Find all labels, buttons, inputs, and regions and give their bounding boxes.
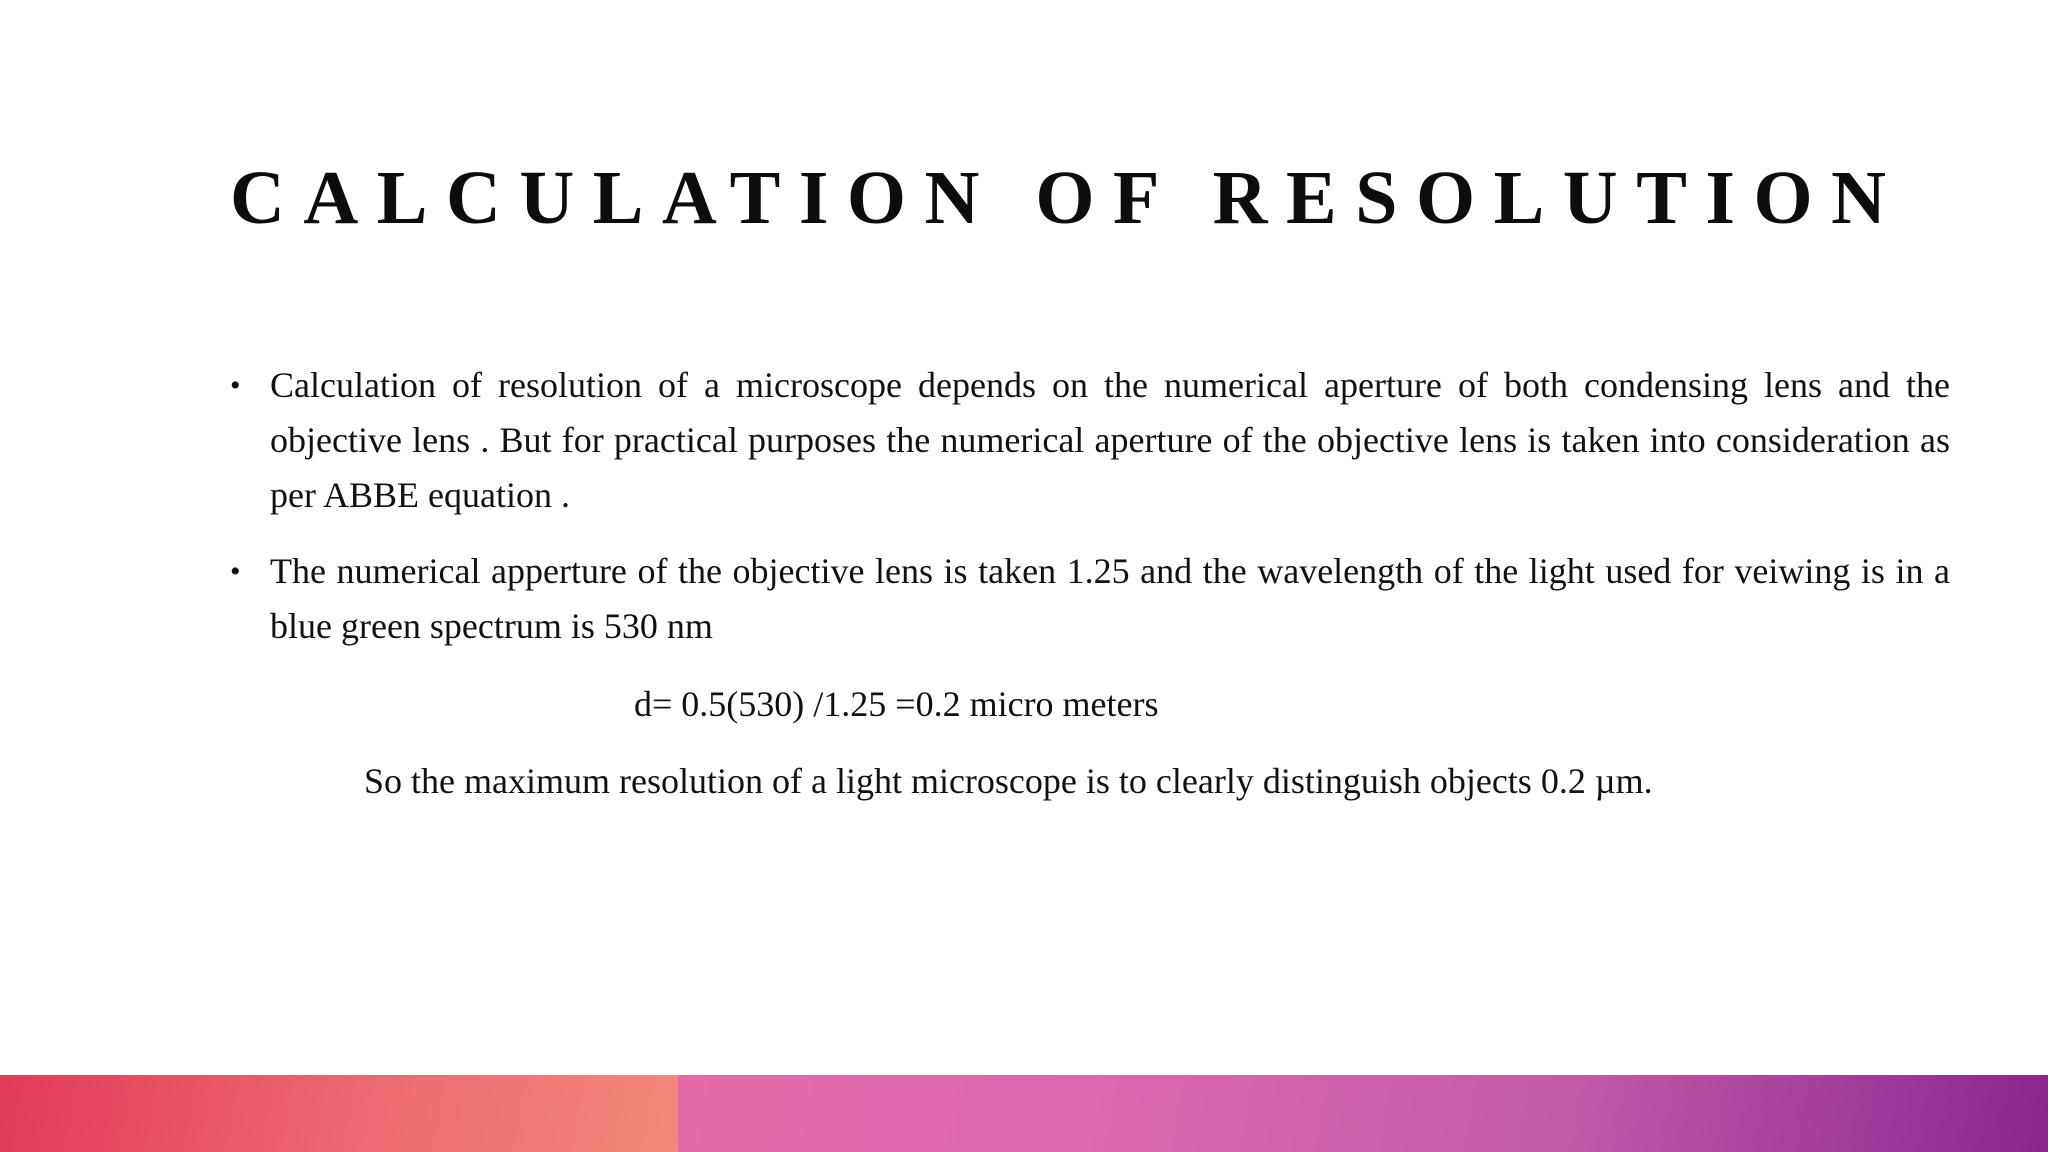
bullet-item: [230, 358, 1950, 523]
bullet-text: Calculation of resolution of a microscope depends on the numerical aperture of both condensing lens and the objective lens . But for practical purposes the numerical aperture of the objective lens is taken into consideration as per ABBE equation .: [270, 365, 1950, 515]
footer-band-left: [0, 1075, 678, 1152]
bullet-item: [230, 544, 1950, 654]
resolution-formula: d= 0.5(530) /1.25 =0.2 micro meters: [634, 684, 1159, 724]
bullet-marker: •: [230, 369, 241, 402]
bullet-text: The numerical apperture of the objective lens is taken 1.25 and the wavelength of the light used for veiwing is in a blue green spectrum is 530 nm: [270, 551, 1950, 646]
conclusion-text: So the maximum resolution of a light microscope is to clearly distinguish objects 0.2 µm.: [364, 761, 1653, 801]
bullet-list: [230, 358, 1950, 675]
bullet-marker: •: [230, 555, 241, 588]
footer-band-right: [678, 1075, 2048, 1152]
slide-title: CALCULATION OF RESOLUTION: [230, 156, 1905, 240]
footer-decorative-band: [0, 1075, 2048, 1152]
